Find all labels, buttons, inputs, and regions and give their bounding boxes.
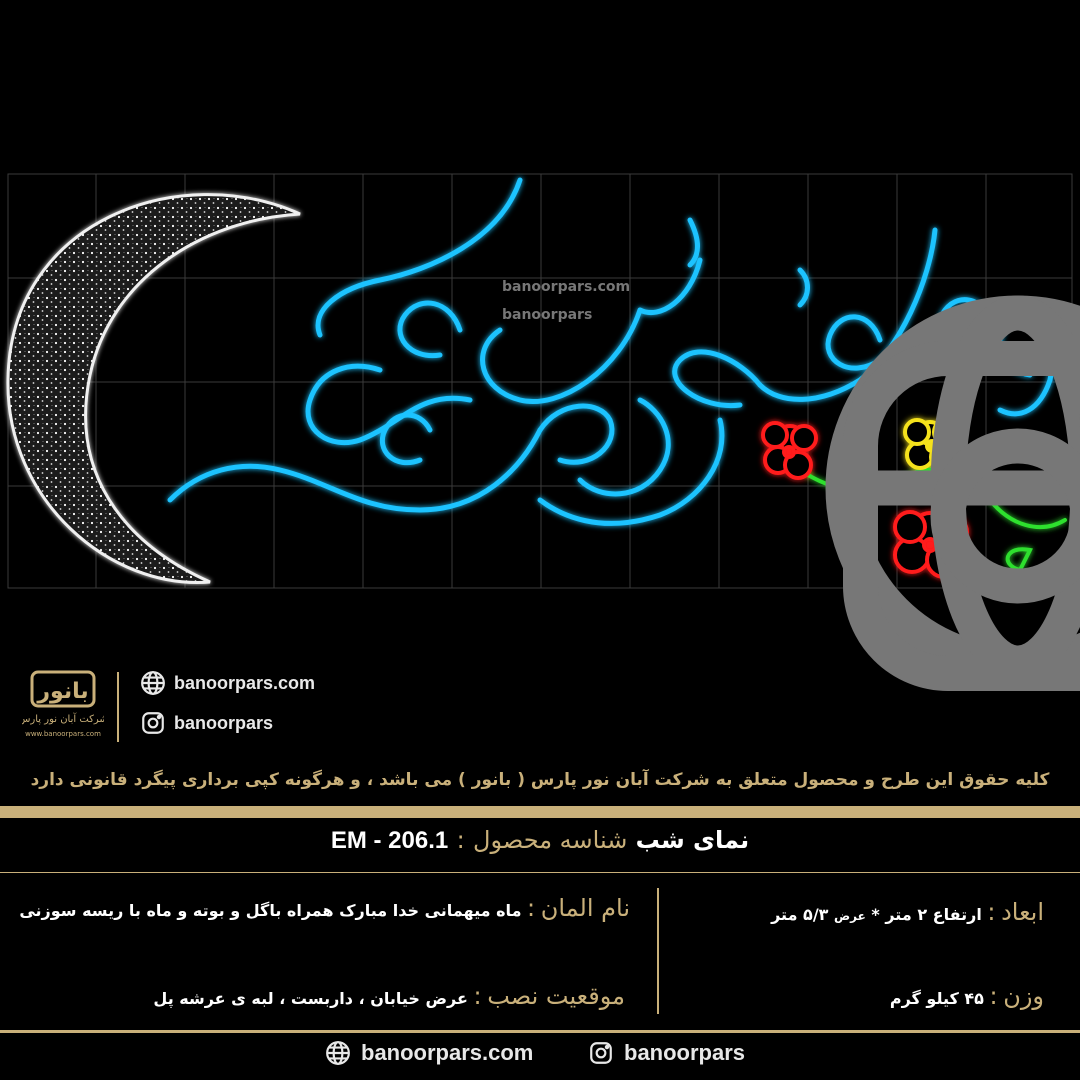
- brand-website-link[interactable]: [140, 670, 315, 696]
- location-label: موقعیت نصب: [487, 982, 625, 1010]
- brand-website-text: banoorpars.com: [174, 672, 316, 693]
- brand-instagram-link[interactable]: [140, 710, 273, 736]
- spec-location: موقعیت نصب : عرض خیابان ، داربست ، لبه ی عرشه پل: [153, 982, 625, 1010]
- product-title: [0, 826, 1080, 855]
- weight-value-unit: کیلو گرم: [889, 989, 959, 1008]
- company-logo[interactable]: [22, 666, 104, 744]
- footer-website-text: banoorpars.com: [361, 1040, 534, 1065]
- dimensions-value-b: عرض: [834, 909, 866, 923]
- dimensions-label: ابعاد: [1001, 898, 1044, 926]
- dimensions-value-d: متر: [771, 905, 798, 924]
- footer-instagram-text: banoorpars: [624, 1040, 746, 1065]
- spec-dimensions: ابعاد : ارتفاع ۲ متر * عرض ۵/۳ متر: [771, 898, 1044, 926]
- logo-text: بانور: [37, 679, 89, 704]
- id-label: شناسه محصول: [473, 826, 628, 854]
- element-name-label: نام المان: [540, 894, 630, 922]
- globe-icon: [140, 670, 166, 696]
- weight-label: وزن: [1003, 982, 1044, 1010]
- watermark-website: [478, 278, 630, 296]
- crescent-moon: [8, 195, 300, 583]
- dimensions-value-c: ۵/۳: [803, 905, 829, 924]
- instagram-icon: [478, 306, 496, 324]
- logo-subtitle: شرکت آبان نور پارس: [22, 714, 104, 725]
- gold-divider-bar: [0, 806, 1080, 818]
- product-code: EM - 206.1: [330, 827, 449, 854]
- footer-instagram-link[interactable]: [588, 1040, 745, 1066]
- instagram-icon: [588, 1040, 614, 1066]
- location-value: عرض خیابان ، داربست ، لبه ی عرشه پل: [153, 989, 468, 1008]
- view-label: نمای شب: [635, 826, 750, 854]
- brand-divider: [117, 672, 119, 742]
- title-underline: [0, 872, 1080, 873]
- title-separator: :: [456, 826, 465, 854]
- watermark-instagram: [478, 306, 592, 324]
- instagram-icon: [140, 710, 166, 736]
- copyright-notice: کلیه حقوق این طرح و محصول متعلق به شرکت آبان نور پارس ( بانور ) می باشد ، و هرگونه کپی برداری پیگرد قانونی دارد: [30, 770, 1050, 790]
- product-image: [0, 170, 1080, 590]
- globe-icon: [478, 278, 496, 296]
- weight-value-num: ۴۵: [964, 989, 984, 1008]
- dimensions-star: *: [871, 905, 880, 924]
- brand-row: [22, 662, 442, 746]
- logo-url: www.banoorpars.com: [25, 730, 101, 738]
- element-name-value: ماه میهمانی خدا مبارک همراه باگل و بوته و ماه با ریسه سوزنی: [19, 901, 522, 920]
- dimensions-value-a: ارتفاع ۲ متر: [885, 905, 982, 924]
- footer-website-link[interactable]: [325, 1040, 533, 1066]
- watermark-website-text: banoorpars.com: [502, 279, 631, 295]
- spec-element-name: نام المان : ماه میهمانی خدا مبارک همراه باگل و بوته و ماه با ریسه سوزنی: [19, 894, 630, 922]
- brand-instagram-text: banoorpars: [174, 712, 274, 733]
- footer-divider: [0, 1030, 1080, 1033]
- specs-vertical-divider: [657, 888, 659, 1014]
- spec-weight: وزن : ۴۵ کیلو گرم: [889, 982, 1044, 1010]
- globe-icon: [325, 1040, 351, 1066]
- watermark-instagram-text: banoorpars: [502, 307, 593, 323]
- logo-mark: [22, 666, 104, 744]
